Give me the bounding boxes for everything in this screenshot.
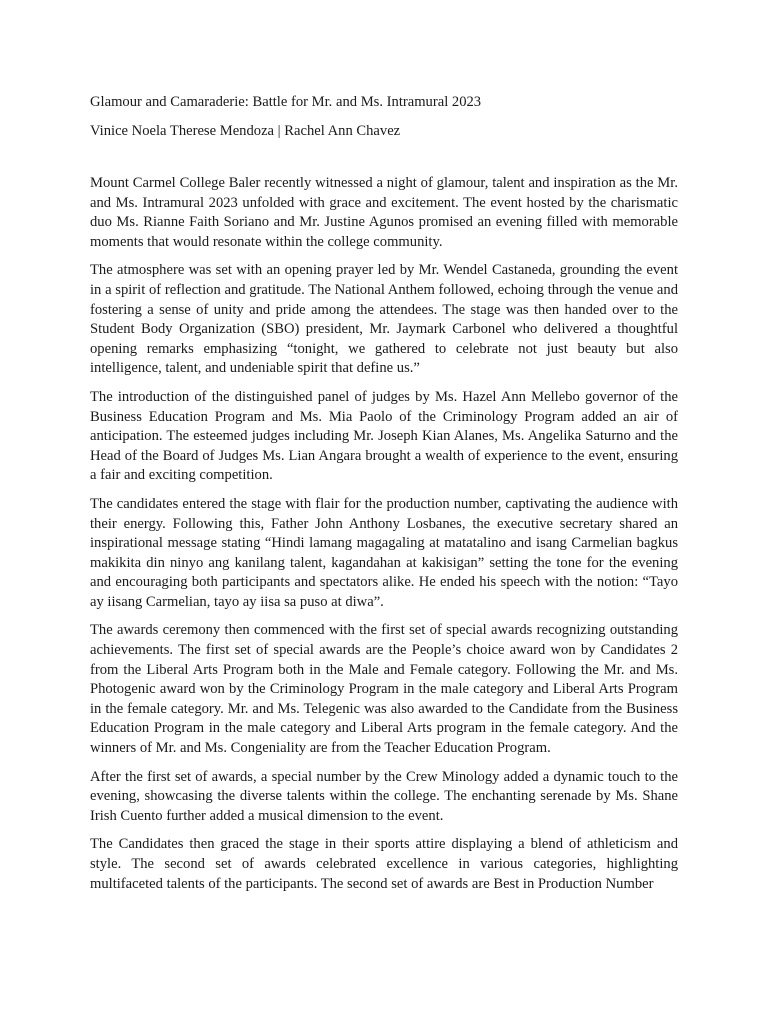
paragraph-opening: The atmosphere was set with an opening prayer led by Mr. Wendel Castaneda, grounding the event in a spirit of reflection and gratitude. The National Anthem followed, echoing through the venue and fostering a sense of unity and pride among the attendees. The stage was then handed over to the Student Body Organization (SBO) president, Mr. Jaymark Carbonel who delivered a thoughtful opening remarks emphasizing “tonight, we gathered to celebrate not just beauty but also intelligence, talent, and undeniable spirit that define us.” [90, 262, 678, 377]
paragraph-first-awards: The awards ceremony then commenced with the first set of special awards recognizing outstanding achievements. The first set of special awards are the People’s choice award won by Candidates 2 from the Liberal Arts Program both in the Male and Female category. Following the Mr. and Ms. Photogenic award won by the Criminology Program in the male category and Liberal Arts Program in the female category. Mr. and Ms. Telegenic was also awarded to the Candidate from the Business Education Program in the male category and Liberal Arts program in the female category. And the winners of Mr. and Ms. Congeniality are from the Teacher Education Program. [90, 622, 678, 757]
paragraph-intro: Mount Carmel College Baler recently witnessed a night of glamour, talent and inspiration as the Mr. and Ms. Intramural 2023 unfolded with grace and excitement. The event hosted by the charismatic duo Ms. Rianne Faith Soriano and Mr. Justine Agunos promised an evening filled with memorable moments that would resonate within the college community. [90, 175, 678, 250]
article-title: Glamour and Camaraderie: Battle for Mr. and Ms. Intramural 2023 [90, 94, 482, 110]
paragraph-second-awards: The Candidates then graced the stage in their sports attire displaying a blend of athleticism and style. The second set of awards celebrated excellence in various categories, highlighting multifaceted talents of the participants. The second set of awards are Best in Production Number [90, 836, 678, 892]
article-authors: Vinice Noela Therese Mendoza | Rachel Ann Chavez [90, 123, 401, 139]
paragraph-production: The candidates entered the stage with flair for the production number, captivating the audience with their energy. Following this, Father John Anthony Losbanes, the executive secretary shared an inspirational message stating “Hindi lamang magagaling at matatalino and isang Carmelian bagkus makikita din ninyo ang kanilang talent, kagandahan at kakisigan” setting the tone for the evening and encouraging both participants and spectators alike. He ended his speech with the notion: “Tayo ay iisang Carmelian, tayo ay iisa sa puso at diwa”. [90, 495, 678, 610]
paragraph-special-number: After the first set of awards, a special number by the Crew Minology added a dynamic touch to the evening, showcasing the diverse talents within the college. The enchanting serenade by Ms. Shane Irish Cuento further added a musical dimension to the event. [90, 768, 678, 824]
document-page [90, 92, 678, 903]
paragraph-judges: The introduction of the distinguished panel of judges by Ms. Hazel Ann Mellebo governor of the Business Education Program and Ms. Mia Paolo of the Criminology Program added an air of anticipation. The esteemed judges including Mr. Joseph Kian Alanes, Ms. Angelika Saturno and the Head of the Board of Judges Ms. Lian Angara brought a wealth of experience to the event, ensuring a fair and exciting competition. [90, 388, 678, 484]
